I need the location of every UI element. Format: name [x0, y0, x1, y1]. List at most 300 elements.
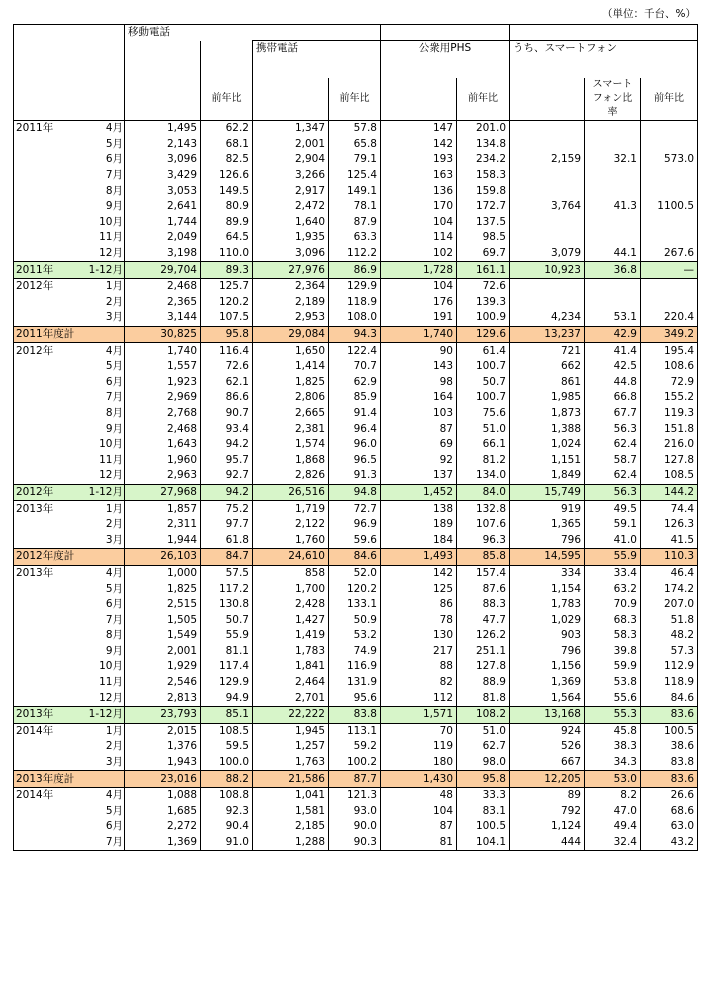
smart-units-cell [510, 278, 585, 294]
phs-yoy-cell: 98.5 [457, 230, 510, 246]
smart-units-cell: 2,159 [510, 152, 585, 168]
smart-ratio-cell: 32.1 [585, 152, 641, 168]
cell-units-cell: 1,868 [253, 452, 329, 468]
period-label [14, 168, 125, 184]
header-blank-1 [253, 25, 381, 41]
smart-ratio-cell: 58.7 [585, 452, 641, 468]
mobile-units-cell: 1,943 [125, 755, 201, 771]
mobile-yoy-cell: 85.1 [201, 706, 253, 723]
table-row [14, 597, 698, 613]
cell-units-cell: 1,719 [253, 501, 329, 517]
phs-yoy-cell: 107.6 [457, 517, 510, 533]
header-cell-units [253, 78, 329, 121]
smart-yoy-cell: 83.8 [641, 755, 698, 771]
mobile-yoy-cell: 94.2 [201, 484, 253, 501]
period-label [14, 421, 125, 437]
mobile-yoy-cell: 88.2 [201, 771, 253, 788]
month-label: 8月 [105, 629, 123, 642]
mobile-units-cell: 30,825 [125, 326, 201, 343]
smart-ratio-cell: 45.8 [585, 723, 641, 739]
table-row [14, 152, 698, 168]
header-smart-ratio: スマート フォン比率 [585, 78, 641, 121]
cell-units-cell: 2,904 [253, 152, 329, 168]
phs-units-cell: 138 [381, 501, 457, 517]
smart-ratio-cell [585, 183, 641, 199]
smart-units-cell: 13,168 [510, 706, 585, 723]
phs-yoy-cell: 88.3 [457, 597, 510, 613]
phs-yoy-cell: 104.1 [457, 835, 510, 851]
cell-yoy-cell: 62.9 [329, 375, 381, 391]
table-row [14, 230, 698, 246]
smart-yoy-cell: 41.5 [641, 532, 698, 548]
cell-yoy-cell: 113.1 [329, 723, 381, 739]
cell-yoy-cell: 96.4 [329, 421, 381, 437]
smart-yoy-cell [641, 121, 698, 137]
table-row [14, 246, 698, 262]
smart-yoy-cell: — [641, 262, 698, 279]
phs-yoy-cell: 62.7 [457, 739, 510, 755]
smart-yoy-cell: 127.8 [641, 452, 698, 468]
cell-yoy-cell: 125.4 [329, 168, 381, 184]
header-blank-3 [510, 25, 698, 41]
mobile-yoy-cell: 61.8 [201, 532, 253, 548]
period-label [14, 375, 125, 391]
cell-yoy-cell: 78.1 [329, 199, 381, 215]
smart-yoy-cell: 38.6 [641, 739, 698, 755]
cell-yoy-cell: 91.4 [329, 406, 381, 422]
cell-units-cell: 2,001 [253, 137, 329, 153]
calendar-year-total-row [14, 262, 698, 279]
table-row [14, 168, 698, 184]
mobile-yoy-cell: 59.5 [201, 739, 253, 755]
month-label: 5月 [105, 137, 123, 150]
cell-yoy-cell: 100.2 [329, 755, 381, 771]
phs-yoy-cell: 100.7 [457, 359, 510, 375]
cell-units-cell: 1,414 [253, 359, 329, 375]
cell-yoy-cell: 87.7 [329, 771, 381, 788]
mobile-yoy-cell: 95.7 [201, 452, 253, 468]
smart-ratio-cell [585, 278, 641, 294]
phs-units-cell: 176 [381, 295, 457, 311]
phs-units-cell: 87 [381, 819, 457, 835]
table-row [14, 468, 698, 484]
smart-units-cell: 1,124 [510, 819, 585, 835]
mobile-units-cell: 1,376 [125, 739, 201, 755]
mobile-units-cell: 2,468 [125, 278, 201, 294]
smart-yoy-cell [641, 230, 698, 246]
smart-yoy-cell: 63.0 [641, 819, 698, 835]
cell-units-cell: 21,586 [253, 771, 329, 788]
mobile-yoy-cell: 62.1 [201, 375, 253, 391]
smart-ratio-cell: 68.3 [585, 612, 641, 628]
period-label [14, 406, 125, 422]
phs-units-cell: 48 [381, 787, 457, 803]
table-row [14, 739, 698, 755]
mobile-yoy-cell: 81.1 [201, 644, 253, 660]
period-label [14, 343, 125, 359]
mobile-yoy-cell: 55.9 [201, 628, 253, 644]
smart-yoy-cell: 72.9 [641, 375, 698, 391]
cell-yoy-cell: 52.0 [329, 565, 381, 581]
smart-ratio-cell [585, 295, 641, 311]
cell-units-cell: 27,976 [253, 262, 329, 279]
phs-units-cell: 180 [381, 755, 457, 771]
period-label [14, 787, 125, 803]
month-label: 12月 [99, 247, 123, 260]
smart-units-cell: 1,154 [510, 581, 585, 597]
phs-units-cell: 114 [381, 230, 457, 246]
header-smart-yoy: 前年比 [641, 78, 698, 121]
smart-yoy-cell: 126.3 [641, 517, 698, 533]
smart-ratio-cell: 56.3 [585, 484, 641, 501]
period-label [14, 835, 125, 851]
phs-units-cell: 1,728 [381, 262, 457, 279]
cell-yoy-cell: 74.9 [329, 644, 381, 660]
phs-yoy-cell: 98.0 [457, 755, 510, 771]
phs-units-cell: 217 [381, 644, 457, 660]
cell-units-cell: 2,472 [253, 199, 329, 215]
cell-yoy-cell: 70.7 [329, 359, 381, 375]
smart-units-cell: 13,237 [510, 326, 585, 343]
year-label: 2011年度計 [16, 328, 75, 341]
cell-yoy-cell: 96.9 [329, 517, 381, 533]
phs-units-cell: 112 [381, 690, 457, 706]
calendar-year-total-row [14, 484, 698, 501]
smart-units-cell: 10,923 [510, 262, 585, 279]
cell-units-cell: 1,783 [253, 644, 329, 660]
table-row [14, 278, 698, 294]
cell-yoy-cell: 90.3 [329, 835, 381, 851]
month-label: 4月 [105, 122, 123, 135]
smart-ratio-cell: 53.0 [585, 771, 641, 788]
mobile-units-cell: 1,857 [125, 501, 201, 517]
month-label: 7月 [105, 391, 123, 404]
phs-units-cell: 90 [381, 343, 457, 359]
smart-yoy-cell: 43.2 [641, 835, 698, 851]
cell-units-cell: 1,427 [253, 612, 329, 628]
cell-yoy-cell: 63.3 [329, 230, 381, 246]
phs-units-cell: 147 [381, 121, 457, 137]
mobile-yoy-cell: 120.2 [201, 295, 253, 311]
cell-units-cell: 2,953 [253, 310, 329, 326]
period-label [14, 137, 125, 153]
table-row [14, 121, 698, 137]
mobile-units-cell: 2,001 [125, 644, 201, 660]
cell-yoy-cell: 65.8 [329, 137, 381, 153]
smart-yoy-cell: 1100.5 [641, 199, 698, 215]
phs-yoy-cell: 100.5 [457, 819, 510, 835]
smart-ratio-cell: 8.2 [585, 787, 641, 803]
smart-units-cell [510, 295, 585, 311]
cell-units-cell: 1,841 [253, 659, 329, 675]
month-label: 1-12月 [88, 263, 123, 276]
cell-units-cell: 26,516 [253, 484, 329, 501]
table-row [14, 644, 698, 660]
period-label [14, 215, 125, 231]
phs-units-cell: 189 [381, 517, 457, 533]
table-row [14, 421, 698, 437]
smart-units-cell: 15,749 [510, 484, 585, 501]
cell-units-cell: 2,464 [253, 675, 329, 691]
header-row-1 [14, 25, 698, 41]
month-label: 7月 [105, 169, 123, 182]
phs-yoy-cell: 157.4 [457, 565, 510, 581]
mobile-yoy-cell: 116.4 [201, 343, 253, 359]
mobile-units-cell: 1,505 [125, 612, 201, 628]
mobile-yoy-cell: 84.7 [201, 549, 253, 566]
phs-yoy-cell: 201.0 [457, 121, 510, 137]
smart-units-cell [510, 215, 585, 231]
period-label [14, 310, 125, 326]
smart-ratio-cell: 33.4 [585, 565, 641, 581]
phs-units-cell: 92 [381, 452, 457, 468]
period-label [14, 549, 125, 566]
period-label [14, 597, 125, 613]
phs-units-cell: 102 [381, 246, 457, 262]
phs-yoy-cell: 96.3 [457, 532, 510, 548]
mobile-yoy-cell: 126.6 [201, 168, 253, 184]
smart-yoy-cell: 48.2 [641, 628, 698, 644]
table-row [14, 804, 698, 820]
table-row [14, 310, 698, 326]
phs-yoy-cell: 33.3 [457, 787, 510, 803]
period-label [14, 804, 125, 820]
period-label [14, 295, 125, 311]
month-label: 6月 [105, 153, 123, 166]
phs-units-cell: 88 [381, 659, 457, 675]
cell-yoy-cell: 94.8 [329, 484, 381, 501]
smart-units-cell: 14,595 [510, 549, 585, 566]
table-row [14, 390, 698, 406]
mobile-units-cell: 23,793 [125, 706, 201, 723]
header-phs: 公衆用PHS [381, 41, 510, 79]
phs-yoy-cell: 95.8 [457, 771, 510, 788]
phs-yoy-cell: 108.2 [457, 706, 510, 723]
period-label [14, 121, 125, 137]
smart-yoy-cell: 108.5 [641, 468, 698, 484]
period-label [14, 644, 125, 660]
table-row [14, 295, 698, 311]
cell-units-cell: 1,825 [253, 375, 329, 391]
smart-units-cell: 1,151 [510, 452, 585, 468]
mobile-units-cell: 1,929 [125, 659, 201, 675]
cell-yoy-cell: 108.0 [329, 310, 381, 326]
cell-units-cell: 24,610 [253, 549, 329, 566]
mobile-yoy-cell: 86.6 [201, 390, 253, 406]
phs-units-cell: 69 [381, 437, 457, 453]
smart-units-cell: 796 [510, 532, 585, 548]
smart-yoy-cell: 46.4 [641, 565, 698, 581]
period-label [14, 152, 125, 168]
cell-yoy-cell: 129.9 [329, 278, 381, 294]
table-row [14, 452, 698, 468]
mobile-units-cell: 1,744 [125, 215, 201, 231]
cell-units-cell: 2,806 [253, 390, 329, 406]
smart-yoy-cell: 83.6 [641, 706, 698, 723]
table-row [14, 375, 698, 391]
smart-yoy-cell: 174.2 [641, 581, 698, 597]
month-label: 11月 [99, 231, 123, 244]
mobile-units-cell: 1,740 [125, 343, 201, 359]
header-mobile-yoy: 前年比 [201, 78, 253, 121]
smart-units-cell: 334 [510, 565, 585, 581]
year-label: 2012年 [16, 344, 54, 357]
shipment-table-container [13, 24, 697, 851]
smart-ratio-cell: 32.4 [585, 835, 641, 851]
phs-units-cell: 142 [381, 565, 457, 581]
phs-yoy-cell: 50.7 [457, 375, 510, 391]
mobile-units-cell: 2,963 [125, 468, 201, 484]
cell-units-cell: 1,419 [253, 628, 329, 644]
month-label: 3月 [105, 756, 123, 769]
year-label: 2014年 [16, 789, 54, 802]
mobile-yoy-cell: 93.4 [201, 421, 253, 437]
month-label: 10月 [99, 215, 123, 228]
phs-units-cell: 142 [381, 137, 457, 153]
table-row [14, 835, 698, 851]
phs-yoy-cell: 47.7 [457, 612, 510, 628]
cell-yoy-cell: 79.1 [329, 152, 381, 168]
cell-yoy-cell: 59.6 [329, 532, 381, 548]
month-label: 5月 [105, 582, 123, 595]
fiscal-year-total-row [14, 326, 698, 343]
mobile-yoy-cell: 68.1 [201, 137, 253, 153]
mobile-units-cell: 2,015 [125, 723, 201, 739]
mobile-yoy-cell: 125.7 [201, 278, 253, 294]
cell-units-cell: 1,574 [253, 437, 329, 453]
smart-ratio-cell: 53.1 [585, 310, 641, 326]
header-smart-units [510, 78, 585, 121]
fiscal-year-total-row [14, 549, 698, 566]
smart-yoy-cell: 267.6 [641, 246, 698, 262]
year-label: 2013年 [16, 566, 54, 579]
table-row [14, 406, 698, 422]
smart-units-cell: 12,205 [510, 771, 585, 788]
cell-yoy-cell: 96.5 [329, 452, 381, 468]
cell-units-cell: 29,084 [253, 326, 329, 343]
unit-note: （単位：千台、%） [602, 8, 696, 20]
smart-yoy-cell: 108.6 [641, 359, 698, 375]
calendar-year-total-row [14, 706, 698, 723]
phs-yoy-cell: 75.6 [457, 406, 510, 422]
table-row [14, 199, 698, 215]
mobile-units-cell: 3,198 [125, 246, 201, 262]
month-label: 10月 [99, 438, 123, 451]
cell-units-cell: 3,266 [253, 168, 329, 184]
period-label [14, 628, 125, 644]
mobile-yoy-cell: 92.7 [201, 468, 253, 484]
period-label [14, 246, 125, 262]
smart-ratio-cell: 59.1 [585, 517, 641, 533]
smart-units-cell: 903 [510, 628, 585, 644]
period-label [14, 183, 125, 199]
table-row [14, 137, 698, 153]
smart-ratio-cell: 63.2 [585, 581, 641, 597]
cell-yoy-cell: 121.3 [329, 787, 381, 803]
period-label [14, 437, 125, 453]
table-row [14, 359, 698, 375]
smart-ratio-cell: 41.4 [585, 343, 641, 359]
smart-units-cell: 1,849 [510, 468, 585, 484]
cell-units-cell: 2,428 [253, 597, 329, 613]
mobile-yoy-cell: 50.7 [201, 612, 253, 628]
smart-yoy-cell: 144.2 [641, 484, 698, 501]
mobile-units-cell: 2,969 [125, 390, 201, 406]
phs-yoy-cell: 83.1 [457, 804, 510, 820]
smart-ratio-cell [585, 168, 641, 184]
period-label [14, 612, 125, 628]
phs-yoy-cell: 139.3 [457, 295, 510, 311]
phs-yoy-cell: 172.7 [457, 199, 510, 215]
phs-yoy-cell: 161.1 [457, 262, 510, 279]
month-label: 9月 [105, 422, 123, 435]
phs-yoy-cell: 81.8 [457, 690, 510, 706]
year-label: 2012年 [16, 485, 54, 498]
period-label [14, 278, 125, 294]
smart-ratio-cell: 36.8 [585, 262, 641, 279]
smart-units-cell: 526 [510, 739, 585, 755]
mobile-units-cell: 1,960 [125, 452, 201, 468]
phs-yoy-cell: 88.9 [457, 675, 510, 691]
smart-ratio-cell: 42.9 [585, 326, 641, 343]
period-label [14, 771, 125, 788]
cell-units-cell: 2,189 [253, 295, 329, 311]
mobile-units-cell: 1,825 [125, 581, 201, 597]
mobile-yoy-cell: 80.9 [201, 199, 253, 215]
cell-yoy-cell: 94.3 [329, 326, 381, 343]
smart-units-cell: 796 [510, 644, 585, 660]
mobile-units-cell: 2,311 [125, 517, 201, 533]
phs-units-cell: 1,493 [381, 549, 457, 566]
cell-yoy-cell: 91.3 [329, 468, 381, 484]
fiscal-year-total-row [14, 771, 698, 788]
cell-units-cell: 1,945 [253, 723, 329, 739]
month-label: 1月 [105, 280, 123, 293]
mobile-units-cell: 23,016 [125, 771, 201, 788]
smart-yoy-cell: 68.6 [641, 804, 698, 820]
phs-units-cell: 104 [381, 278, 457, 294]
smart-yoy-cell: 207.0 [641, 597, 698, 613]
table-row [14, 628, 698, 644]
mobile-yoy-cell: 91.0 [201, 835, 253, 851]
smart-units-cell: 89 [510, 787, 585, 803]
cell-yoy-cell: 116.9 [329, 659, 381, 675]
table-row [14, 183, 698, 199]
mobile-units-cell: 2,049 [125, 230, 201, 246]
smart-units-cell: 919 [510, 501, 585, 517]
smart-units-cell: 3,079 [510, 246, 585, 262]
year-label: 2012年 [16, 280, 54, 293]
smart-yoy-cell: 84.6 [641, 690, 698, 706]
month-label: 4月 [105, 566, 123, 579]
cell-units-cell: 2,826 [253, 468, 329, 484]
smart-yoy-cell: 119.3 [641, 406, 698, 422]
smart-units-cell: 4,234 [510, 310, 585, 326]
smart-yoy-cell: 349.2 [641, 326, 698, 343]
smart-yoy-cell: 118.9 [641, 675, 698, 691]
table-row [14, 675, 698, 691]
month-label: 6月 [105, 598, 123, 611]
phs-units-cell: 1,571 [381, 706, 457, 723]
cell-yoy-cell: 120.2 [329, 581, 381, 597]
smart-yoy-cell: 110.3 [641, 549, 698, 566]
phs-yoy-cell: 158.3 [457, 168, 510, 184]
header-cell-yoy: 前年比 [329, 78, 381, 121]
mobile-yoy-cell: 129.9 [201, 675, 253, 691]
period-label [14, 230, 125, 246]
mobile-yoy-cell: 90.7 [201, 406, 253, 422]
phs-yoy-cell: 100.7 [457, 390, 510, 406]
